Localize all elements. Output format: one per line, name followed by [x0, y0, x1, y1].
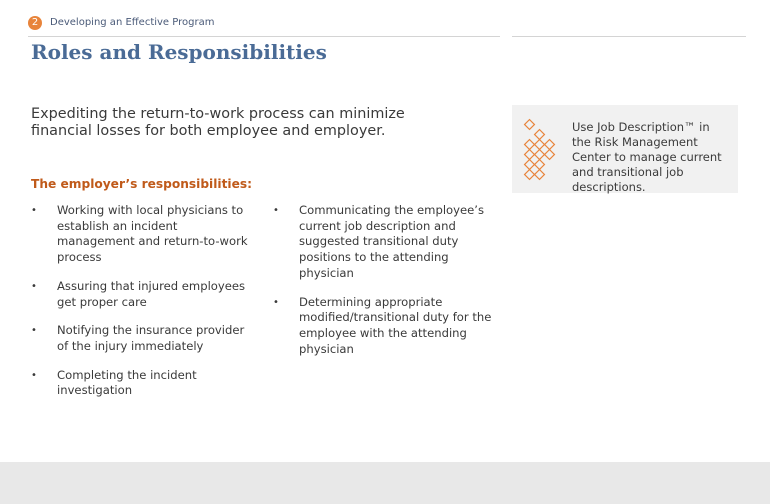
bullet-icon: •: [31, 280, 37, 292]
header-bar: [28, 14, 500, 37]
list-item-text: Communicating the employee’s current job description and suggested transitional duty positions to the attending physician: [299, 203, 484, 280]
header-divider: [512, 36, 746, 37]
list-item: [273, 203, 495, 282]
list-item-text: Notifying the insurance provider of the injury immediately: [57, 323, 245, 353]
intro-text: Expediting the return-to-work process can minimize financial losses for both employee and employer.: [31, 106, 405, 139]
bullet-icon: •: [31, 369, 37, 381]
list-item: [31, 368, 256, 399]
list-item-text: Working with local physicians to establish an incident management and return-to-work process: [57, 203, 248, 265]
list-item: [273, 295, 495, 358]
responsibilities-list-left: [31, 203, 256, 412]
list-item-text: Determining appropriate modified/transitional duty for the employee with the attending physician: [299, 294, 492, 356]
tip-callout: [512, 105, 738, 193]
bullet-icon: •: [31, 205, 37, 216]
responsibilities-list-right: [273, 203, 495, 370]
tip-text: Use Job Description™ in the Risk Management Center to manage current and transitional job descriptions.: [572, 120, 722, 194]
section-number-badge: 2: [28, 16, 42, 30]
list-item: [31, 279, 256, 310]
diamond-pattern-icon: [522, 117, 566, 181]
page-title: Roles and Responsibilities: [31, 40, 327, 64]
footer-band: [0, 462, 770, 504]
bullet-icon: •: [31, 325, 37, 337]
list-item-text: Completing the incident investigation: [57, 367, 197, 398]
list-item: [31, 203, 256, 266]
responsibilities-heading: The employer’s responsibilities:: [31, 177, 252, 191]
list-item-text: Assuring that injured employees get proper care: [57, 278, 246, 309]
bullet-icon: •: [273, 205, 279, 216]
section-title: Developing an Effective Program: [50, 17, 215, 28]
list-item: [31, 323, 256, 354]
bullet-icon: •: [273, 296, 279, 308]
